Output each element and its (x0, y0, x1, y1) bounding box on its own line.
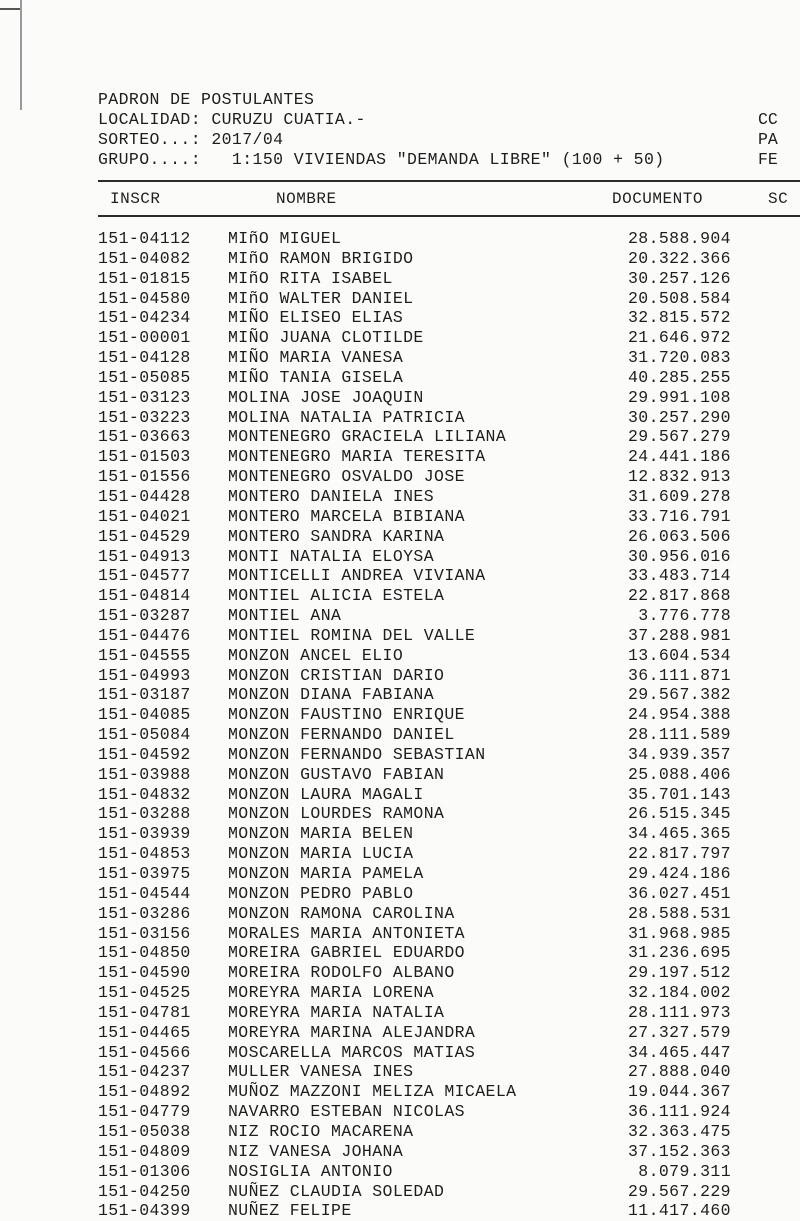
applicant-name: MONTERO DANIELA INES (228, 486, 435, 506)
header-rule-bottom (98, 215, 800, 217)
document-number: 3.776.778 (638, 606, 731, 626)
inscription-number: 151-04428 (98, 486, 191, 506)
applicant-name: NAVARRO ESTEBAN NICOLAS (228, 1102, 465, 1122)
document-number: 37.288.981 (627, 625, 731, 645)
applicant-name: MONTERO MARCELA BIBIANA (228, 506, 465, 526)
applicant-name: MONZON FERNANDO SEBASTIAN (228, 744, 486, 764)
document-number: 34.465.447 (627, 1042, 731, 1062)
inscription-number: 151-04566 (98, 1042, 191, 1062)
applicant-name: MONZON LOURDES RAMONA (228, 804, 445, 824)
scan-edge-mark (20, 0, 22, 110)
table-row (0, 269, 800, 289)
inscription-number: 151-04529 (98, 526, 191, 546)
table-row (0, 1043, 800, 1063)
applicant-name: MIñO MIGUEL (228, 229, 342, 248)
column-header-nombre: NOMBRE (276, 190, 337, 208)
document-number: 32.184.002 (627, 983, 731, 1003)
inscription-number: 151-04814 (98, 586, 191, 606)
table-row (0, 745, 800, 765)
applicant-name: MONTENEGRO GRACIELA LILIANA (228, 427, 507, 447)
document-number: 11.417.460 (627, 1201, 731, 1221)
document-number: 29.567.382 (627, 685, 731, 705)
table-row (0, 924, 800, 944)
locality-line: LOCALIDAD: CURUZU CUATIA.- (98, 110, 366, 129)
document-number: 31.720.083 (627, 348, 731, 368)
applicant-name: NUÑEZ CLAUDIA SOLEDAD (228, 1181, 445, 1201)
table-row (0, 368, 800, 388)
document-number: 31.968.985 (627, 923, 731, 943)
document-number: 24.954.388 (627, 705, 731, 725)
table-row (0, 249, 800, 269)
document-number: 32.363.475 (627, 1121, 731, 1141)
applicant-name: MONTERO SANDRA KARINA (228, 526, 445, 546)
document-number: 31.609.278 (627, 486, 731, 506)
table-row (0, 943, 800, 963)
applicant-name: MONZON MARIA BELEN (228, 824, 414, 844)
document-number: 26.063.506 (627, 526, 731, 546)
inscription-number: 151-04913 (98, 546, 191, 566)
applicant-name: MONZON DIANA FABIANA (228, 685, 435, 705)
inscription-number: 151-01556 (98, 467, 191, 487)
table-row (0, 1062, 800, 1082)
applicant-name: MORALES MARIA ANTONIETA (228, 923, 465, 943)
column-header-inscr: INSCR (110, 190, 161, 208)
inscription-number: 151-03287 (98, 606, 191, 626)
column-header-documento: DOCUMENTO (612, 190, 703, 208)
inscription-number: 151-00001 (98, 328, 191, 348)
applicant-name: NIZ VANESA JOHANA (228, 1141, 404, 1161)
applicant-name: MIÑO JUANA CLOTILDE (228, 328, 424, 348)
table-row (0, 348, 800, 368)
inscription-number: 151-04577 (98, 566, 191, 586)
document-number: 20.322.366 (627, 248, 731, 268)
column-header-cut: SC (768, 190, 789, 208)
document-number: 31.236.695 (627, 943, 731, 963)
inscription-number: 151-03988 (98, 764, 191, 784)
applicant-name: MONZON CRISTIAN DARIO (228, 665, 445, 685)
table-row (0, 308, 800, 328)
inscription-number: 151-03975 (98, 864, 191, 883)
document-number: 13.604.534 (627, 645, 731, 665)
table-row (0, 1182, 800, 1202)
group-line: GRUPO....: 1:150 VIVIENDAS "DEMANDA LIBRE" (100 + 50) (98, 150, 665, 169)
applicant-name: MONTENEGRO OSVALDO JOSE (228, 467, 465, 487)
table-row (0, 507, 800, 527)
applicant-name: MIÑO MARIA VANESA (228, 348, 404, 368)
table-row (0, 566, 800, 586)
table-row (0, 804, 800, 824)
inscription-number: 151-04580 (98, 288, 191, 308)
inscription-number: 151-01306 (98, 1161, 191, 1181)
inscription-number: 151-03939 (98, 824, 191, 844)
document-number: 40.285.255 (627, 367, 731, 387)
applicant-name: MUÑOZ MAZZONI MELIZA MICAELA (228, 1082, 517, 1102)
document-number: 37.152.363 (627, 1141, 731, 1161)
inscription-number: 151-03187 (98, 685, 191, 705)
inscription-number: 151-03288 (98, 804, 191, 824)
table-row (0, 487, 800, 507)
inscription-number: 151-04476 (98, 625, 191, 645)
table-row (0, 1102, 800, 1122)
document-number: 34.939.357 (627, 744, 731, 764)
inscription-number: 151-04555 (98, 645, 191, 665)
inscription-number: 151-04592 (98, 744, 191, 764)
table-row (0, 229, 800, 249)
applicant-name: MONZON MARIA LUCIA (228, 844, 414, 864)
applicant-name: MONZON LAURA MAGALI (228, 784, 424, 804)
document-number: 32.815.572 (627, 308, 731, 328)
table-row (0, 646, 800, 666)
document-number: 26.515.345 (627, 804, 731, 824)
applicant-name: MONZON FERNANDO DANIEL (228, 725, 455, 745)
table-row (0, 884, 800, 904)
inscription-number: 151-03663 (98, 427, 191, 447)
applicant-name: NUÑEZ FELIPE (228, 1201, 352, 1221)
applicant-name: NIZ ROCIO MACARENA (228, 1121, 414, 1141)
right-cut-text: PA (758, 130, 778, 149)
table-row (0, 765, 800, 785)
applicant-name: MONZON GUSTAVO FABIAN (228, 764, 445, 784)
inscription-number: 151-04892 (98, 1082, 191, 1102)
applicant-name: MONZON FAUSTINO ENRIQUE (228, 705, 465, 725)
document-number: 29.991.108 (627, 387, 731, 407)
inscription-number: 151-04399 (98, 1201, 191, 1221)
table-row (0, 1201, 800, 1221)
applicant-name: MONZON ANCEL ELIO (228, 645, 404, 665)
document-number: 30.956.016 (627, 546, 731, 566)
table-row (0, 547, 800, 567)
table-row (0, 447, 800, 467)
table-row (0, 864, 800, 884)
inscription-number: 151-04465 (98, 1022, 191, 1042)
table-row (0, 983, 800, 1003)
right-cut-text: FE (758, 150, 778, 169)
inscription-number: 151-01815 (98, 268, 191, 288)
document-number: 33.716.791 (627, 506, 731, 526)
applicant-name: MOREIRA GABRIEL EDUARDO (228, 943, 465, 963)
document-number: 30.257.290 (627, 407, 731, 427)
table-row (0, 824, 800, 844)
table-row (0, 725, 800, 745)
inscription-number: 151-04237 (98, 1062, 191, 1082)
applicant-name: MONTENEGRO MARIA TERESITA (228, 447, 486, 467)
table-row (0, 289, 800, 309)
table-row (0, 666, 800, 686)
inscription-number: 151-04021 (98, 506, 191, 526)
applicant-name: MIñO RITA ISABEL (228, 268, 393, 288)
table-row (0, 626, 800, 646)
inscription-number: 151-04544 (98, 883, 191, 903)
document-number: 19.044.367 (627, 1082, 731, 1102)
right-cut-text: CC (758, 110, 778, 129)
applicant-name: MONTICELLI ANDREA VIVIANA (228, 566, 486, 586)
applicant-name: MONTIEL ROMINA DEL VALLE (228, 625, 476, 645)
document-number: 28.111.973 (627, 1002, 731, 1022)
applicant-name: MOSCARELLA MARCOS MATIAS (228, 1042, 476, 1062)
inscription-number: 151-01503 (98, 447, 191, 467)
document-number: 29.567.229 (627, 1181, 731, 1201)
inscription-number: 151-05085 (98, 367, 191, 387)
document-number: 28.588.904 (627, 229, 731, 248)
table-row (0, 388, 800, 408)
document-number: 34.465.365 (627, 824, 731, 844)
inscription-number: 151-04085 (98, 705, 191, 725)
table-row (0, 705, 800, 725)
inscription-number: 151-04809 (98, 1141, 191, 1161)
document-number: 33.483.714 (627, 566, 731, 586)
document-number: 28.588.531 (627, 903, 731, 923)
inscription-number: 151-04850 (98, 943, 191, 963)
applicant-name: MOREIRA RODOLFO ALBANO (228, 963, 455, 983)
document-number: 20.508.584 (627, 288, 731, 308)
document-number: 29.567.279 (627, 427, 731, 447)
table-row (0, 427, 800, 447)
table-row (0, 1142, 800, 1162)
table-row (0, 1122, 800, 1142)
document-number: 12.832.913 (627, 467, 731, 487)
inscription-number: 151-04128 (98, 348, 191, 368)
header-rule-top (98, 180, 800, 182)
document-number: 28.111.589 (627, 725, 731, 745)
applicant-name: MOREYRA MARINA ALEJANDRA (228, 1022, 476, 1042)
document-number: 29.424.186 (627, 864, 731, 883)
document-number: 27.327.579 (627, 1022, 731, 1042)
applicant-name: NOSIGLIA ANTONIO (228, 1161, 393, 1181)
document-number: 35.701.143 (627, 784, 731, 804)
report-title: PADRON DE POSTULANTES (98, 90, 315, 109)
inscription-number: 151-04853 (98, 844, 191, 864)
document-number: 24.441.186 (627, 447, 731, 467)
document-number: 29.197.512 (627, 963, 731, 983)
applicant-name: MOREYRA MARIA LORENA (228, 983, 435, 1003)
applicant-name: MOLINA JOSE JOAQUIN (228, 387, 424, 407)
table-row (0, 844, 800, 864)
applicant-name: MULLER VANESA INES (228, 1062, 414, 1082)
inscription-number: 151-04590 (98, 963, 191, 983)
table-row (0, 408, 800, 428)
applicant-list (0, 229, 800, 1221)
inscription-number: 151-04993 (98, 665, 191, 685)
inscription-number: 151-04234 (98, 308, 191, 328)
table-row (0, 586, 800, 606)
inscription-number: 151-04781 (98, 1002, 191, 1022)
table-row (0, 527, 800, 547)
table-row (0, 1023, 800, 1043)
inscription-number: 151-05038 (98, 1121, 191, 1141)
inscription-number: 151-04832 (98, 784, 191, 804)
table-row (0, 1003, 800, 1023)
document-number: 22.817.797 (627, 844, 731, 864)
inscription-number: 151-03286 (98, 903, 191, 923)
document-number: 25.088.406 (627, 764, 731, 784)
table-row (0, 785, 800, 805)
table-row (0, 904, 800, 924)
table-row (0, 963, 800, 983)
applicant-name: MONTI NATALIA ELOYSA (228, 546, 435, 566)
inscription-number: 151-03223 (98, 407, 191, 427)
document-number: 27.888.040 (627, 1062, 731, 1082)
document-number: 30.257.126 (627, 268, 731, 288)
draw-line: SORTEO...: 2017/04 (98, 130, 284, 149)
table-row (0, 328, 800, 348)
applicant-name: MIñO WALTER DANIEL (228, 288, 414, 308)
document-number: 21.646.972 (627, 328, 731, 348)
document-number: 36.111.924 (627, 1102, 731, 1122)
document-number: 36.027.451 (627, 883, 731, 903)
applicant-name: MONTIEL ANA (228, 606, 342, 626)
table-row (0, 1162, 800, 1182)
table-row (0, 1082, 800, 1102)
applicant-name: MIÑO TANIA GISELA (228, 367, 404, 387)
document-number: 22.817.868 (627, 586, 731, 606)
inscription-number: 151-04112 (98, 229, 191, 248)
table-row (0, 467, 800, 487)
applicant-name: MOREYRA MARIA NATALIA (228, 1002, 445, 1022)
inscription-number: 151-04525 (98, 983, 191, 1003)
inscription-number: 151-03156 (98, 923, 191, 943)
inscription-number: 151-04779 (98, 1102, 191, 1122)
inscription-number: 151-05084 (98, 725, 191, 745)
scan-edge-mark (0, 8, 22, 10)
inscription-number: 151-04250 (98, 1181, 191, 1201)
applicant-name: MIñO RAMON BRIGIDO (228, 248, 414, 268)
applicant-name: MONZON RAMONA CAROLINA (228, 903, 455, 923)
inscription-number: 151-03123 (98, 387, 191, 407)
document-number: 36.111.871 (627, 665, 731, 685)
applicant-name: MOLINA NATALIA PATRICIA (228, 407, 465, 427)
inscription-number: 151-04082 (98, 248, 191, 268)
applicant-name: MONTIEL ALICIA ESTELA (228, 586, 445, 606)
applicant-name: MONZON MARIA PAMELA (228, 864, 424, 883)
applicant-name: MIÑO ELISEO ELIAS (228, 308, 404, 328)
applicant-name: MONZON PEDRO PABLO (228, 883, 414, 903)
table-row (0, 685, 800, 705)
table-row (0, 606, 800, 626)
document-number: 8.079.311 (638, 1161, 731, 1181)
